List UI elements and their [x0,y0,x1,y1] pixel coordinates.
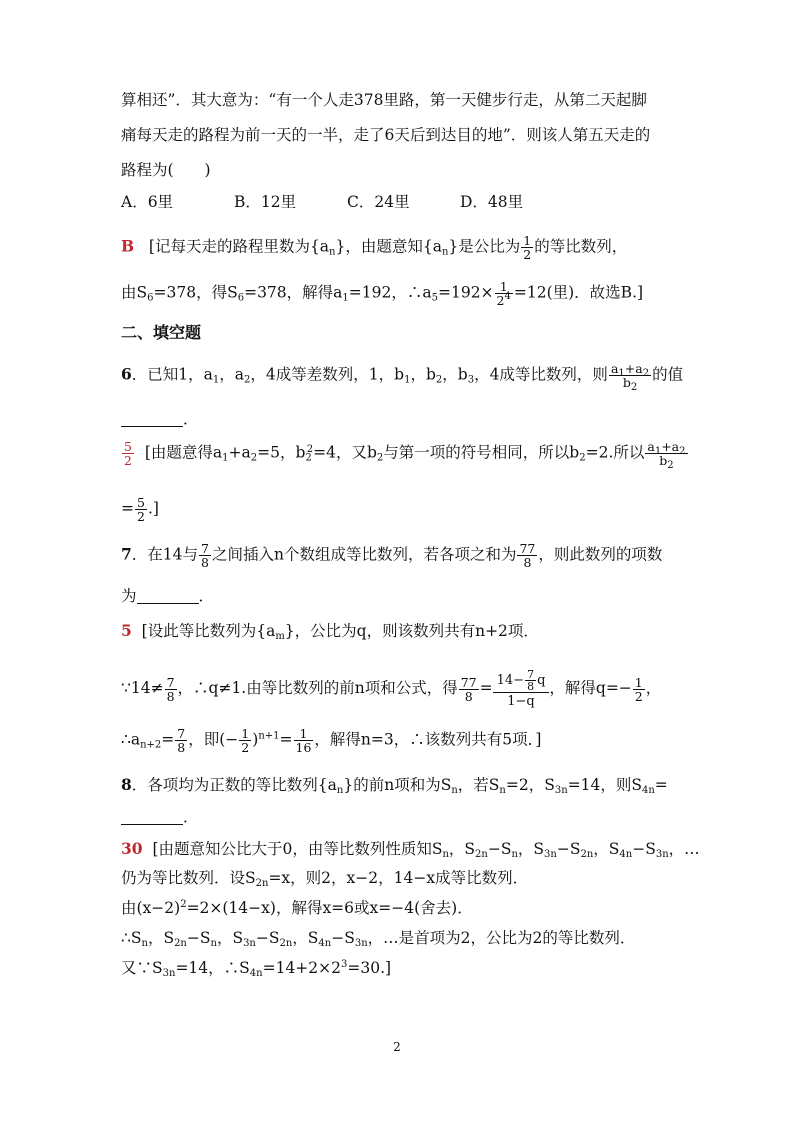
problem-5-text-line-1: 算相还”．其大意为：“有一个人走378里路，第一天健步行走，从第二天起脚 [121,91,647,109]
problem-5-text-line-3: 路程为( ) [121,161,211,179]
problem-8-question: 8．各项均为正数的等比数列$\{a_n\}$的前n项和为$S_n$，若$S_n=2$，$S_{3n}=14$，则$S_{4n}=$ [121,775,668,796]
answer-blank [121,810,183,825]
option-b: B．12里 [234,193,297,211]
fraction: $\frac{a_1+a_2}{b_2}$ [647,439,686,471]
answer-label: 30 [121,839,143,858]
problem-5-solution-line-1: B [记每天走的路程里数为$\{a_n\}$，由题意知$\{a_n\}$是公比为 $\frac{1}{2}$ 的等比数列， [121,233,628,262]
option-a: A．6里 [121,193,174,211]
fraction: $\frac{7}{8}$ [166,674,175,704]
option-d: D．48里 [460,193,524,211]
answer-label: B [121,236,135,256]
problem-7-blank-line: 为 ． [121,587,215,605]
page-number: 2 [393,1040,401,1054]
answer-label: 5 [121,621,132,640]
fraction: $\frac{77}{8}$ [519,541,536,570]
fraction: $\frac{1}{2^4}$ [496,279,511,308]
problem-7-question: 7．在14与 $\frac{7}{8}$ 之间插入n个数组成等比数列，若各项之和为 $\frac{77}{8}$ ，则此数列的项数 [121,541,663,570]
problem-8-solution-line-4: $\therefore S_n$，$S_{2n}-S_n$，$S_{3n}-S_{2n}$，$S_{4n}-S_{3n}$，…是首项为2，公比为2的等比数列． [121,929,636,949]
problem-6-solution-line-1: $\frac{5}{2}$ [由题意得$a_1+a_2=5$，$b_2^2=4$，又$b_2$与第一项的符号相同，所以$b_2=2$.所以 $\frac{a_1+a_2}{b_2}$ [124,439,686,471]
fraction: $\frac{1}{2}$ [523,233,532,262]
fraction: $\frac{7}{8}$ [177,726,186,755]
problem-5-solution-line-2: 由$S_6=378$，得$S_6=378$，解得$a_1=192$，$\therefore a_5=192\times$ $\frac{1}{2^4}$ =12(里)．故选B.] [121,279,644,308]
fraction: $\frac{a_1+a_2}{b_2}$ [610,361,650,393]
fraction: $\frac{5}{2}$ [137,495,145,524]
answer-blank [121,412,183,427]
problem-7-solution-line-3: $\therefore a_{n+2}=$ $\frac{7}{8}$ ，即(− $\frac{1}{2}$ )$^{n+1}$= $\frac{1}{16}$ ，解得n=3，∴该数列共有5项．] [121,726,542,755]
fraction: $\frac{1}{2}$ [241,726,250,755]
problem-7-solution-line-2: ∵14≠ $\frac{7}{8}$ ，∴q≠1.由等比数列的前n项和公式，得 $\frac{77}{8}$ = 14− $\frac{7}{8}$ q 1−q ，解得q=− $\frac{1}{2}$ ， [121,668,662,709]
problem-7-solution-line-1: 5 [设此等比数列为$\{a_m\}$，公比为q，则该数列共有n+2项． [121,621,539,642]
nested-fraction: 14− $\frac{7}{8}$ q 1−q [493,669,550,709]
problem-8-solution-line-3: 由$(x-2)^2=2\times(14-x)$，解得x=6或x=−4(舍去)． [121,899,473,917]
fraction: $\frac{1}{2}$ [634,674,643,704]
problem-8-solution-line-5: 又$\because S_{3n}=14$，$\therefore S_{4n}=14+2\times 2^3=30$.] [121,959,392,979]
problem-8-solution-line-2: 仍为等比数列．设$S_{2n}=x$，则2，x−2，14−x成等比数列． [121,869,529,889]
fraction: $\frac{7}{8}$ [201,541,209,570]
section-heading: 二、填空题 [121,323,202,342]
problem-6-solution-line-2: = $\frac{5}{2}$ .] [121,495,159,524]
option-c: C．24里 [347,193,410,211]
problem-5-text-line-2: 痛每天走的路程为前一天的一半，走了6天后到达目的地”．则该人第五天走的 [121,126,651,144]
fraction: $\frac{77}{8}$ [460,674,477,704]
problem-8-solution-line-1: 30 [由题意知公比大于0，由等比数列性质知$S_n$，$S_{2n}-S_n$，$S_{3n}-S_{2n}$，$S_{4n}-S_{3n}$，… [121,839,700,860]
answer-fraction: $\frac{5}{2}$ [124,439,132,468]
problem-8-blank: ． [121,806,199,828]
problem-6-question: 6．已知1，$a_1$，$a_2$，4成等差数列，1，$b_1$，$b_2$，$b_3$，4成等比数列，则 $\frac{a_1+a_2}{b_2}$ 的值 [121,361,684,393]
problem-6-blank: ． [121,408,199,430]
fraction: $\frac{1}{16}$ [295,726,312,755]
problem-5-options [121,191,573,213]
answer-blank [137,589,199,604]
